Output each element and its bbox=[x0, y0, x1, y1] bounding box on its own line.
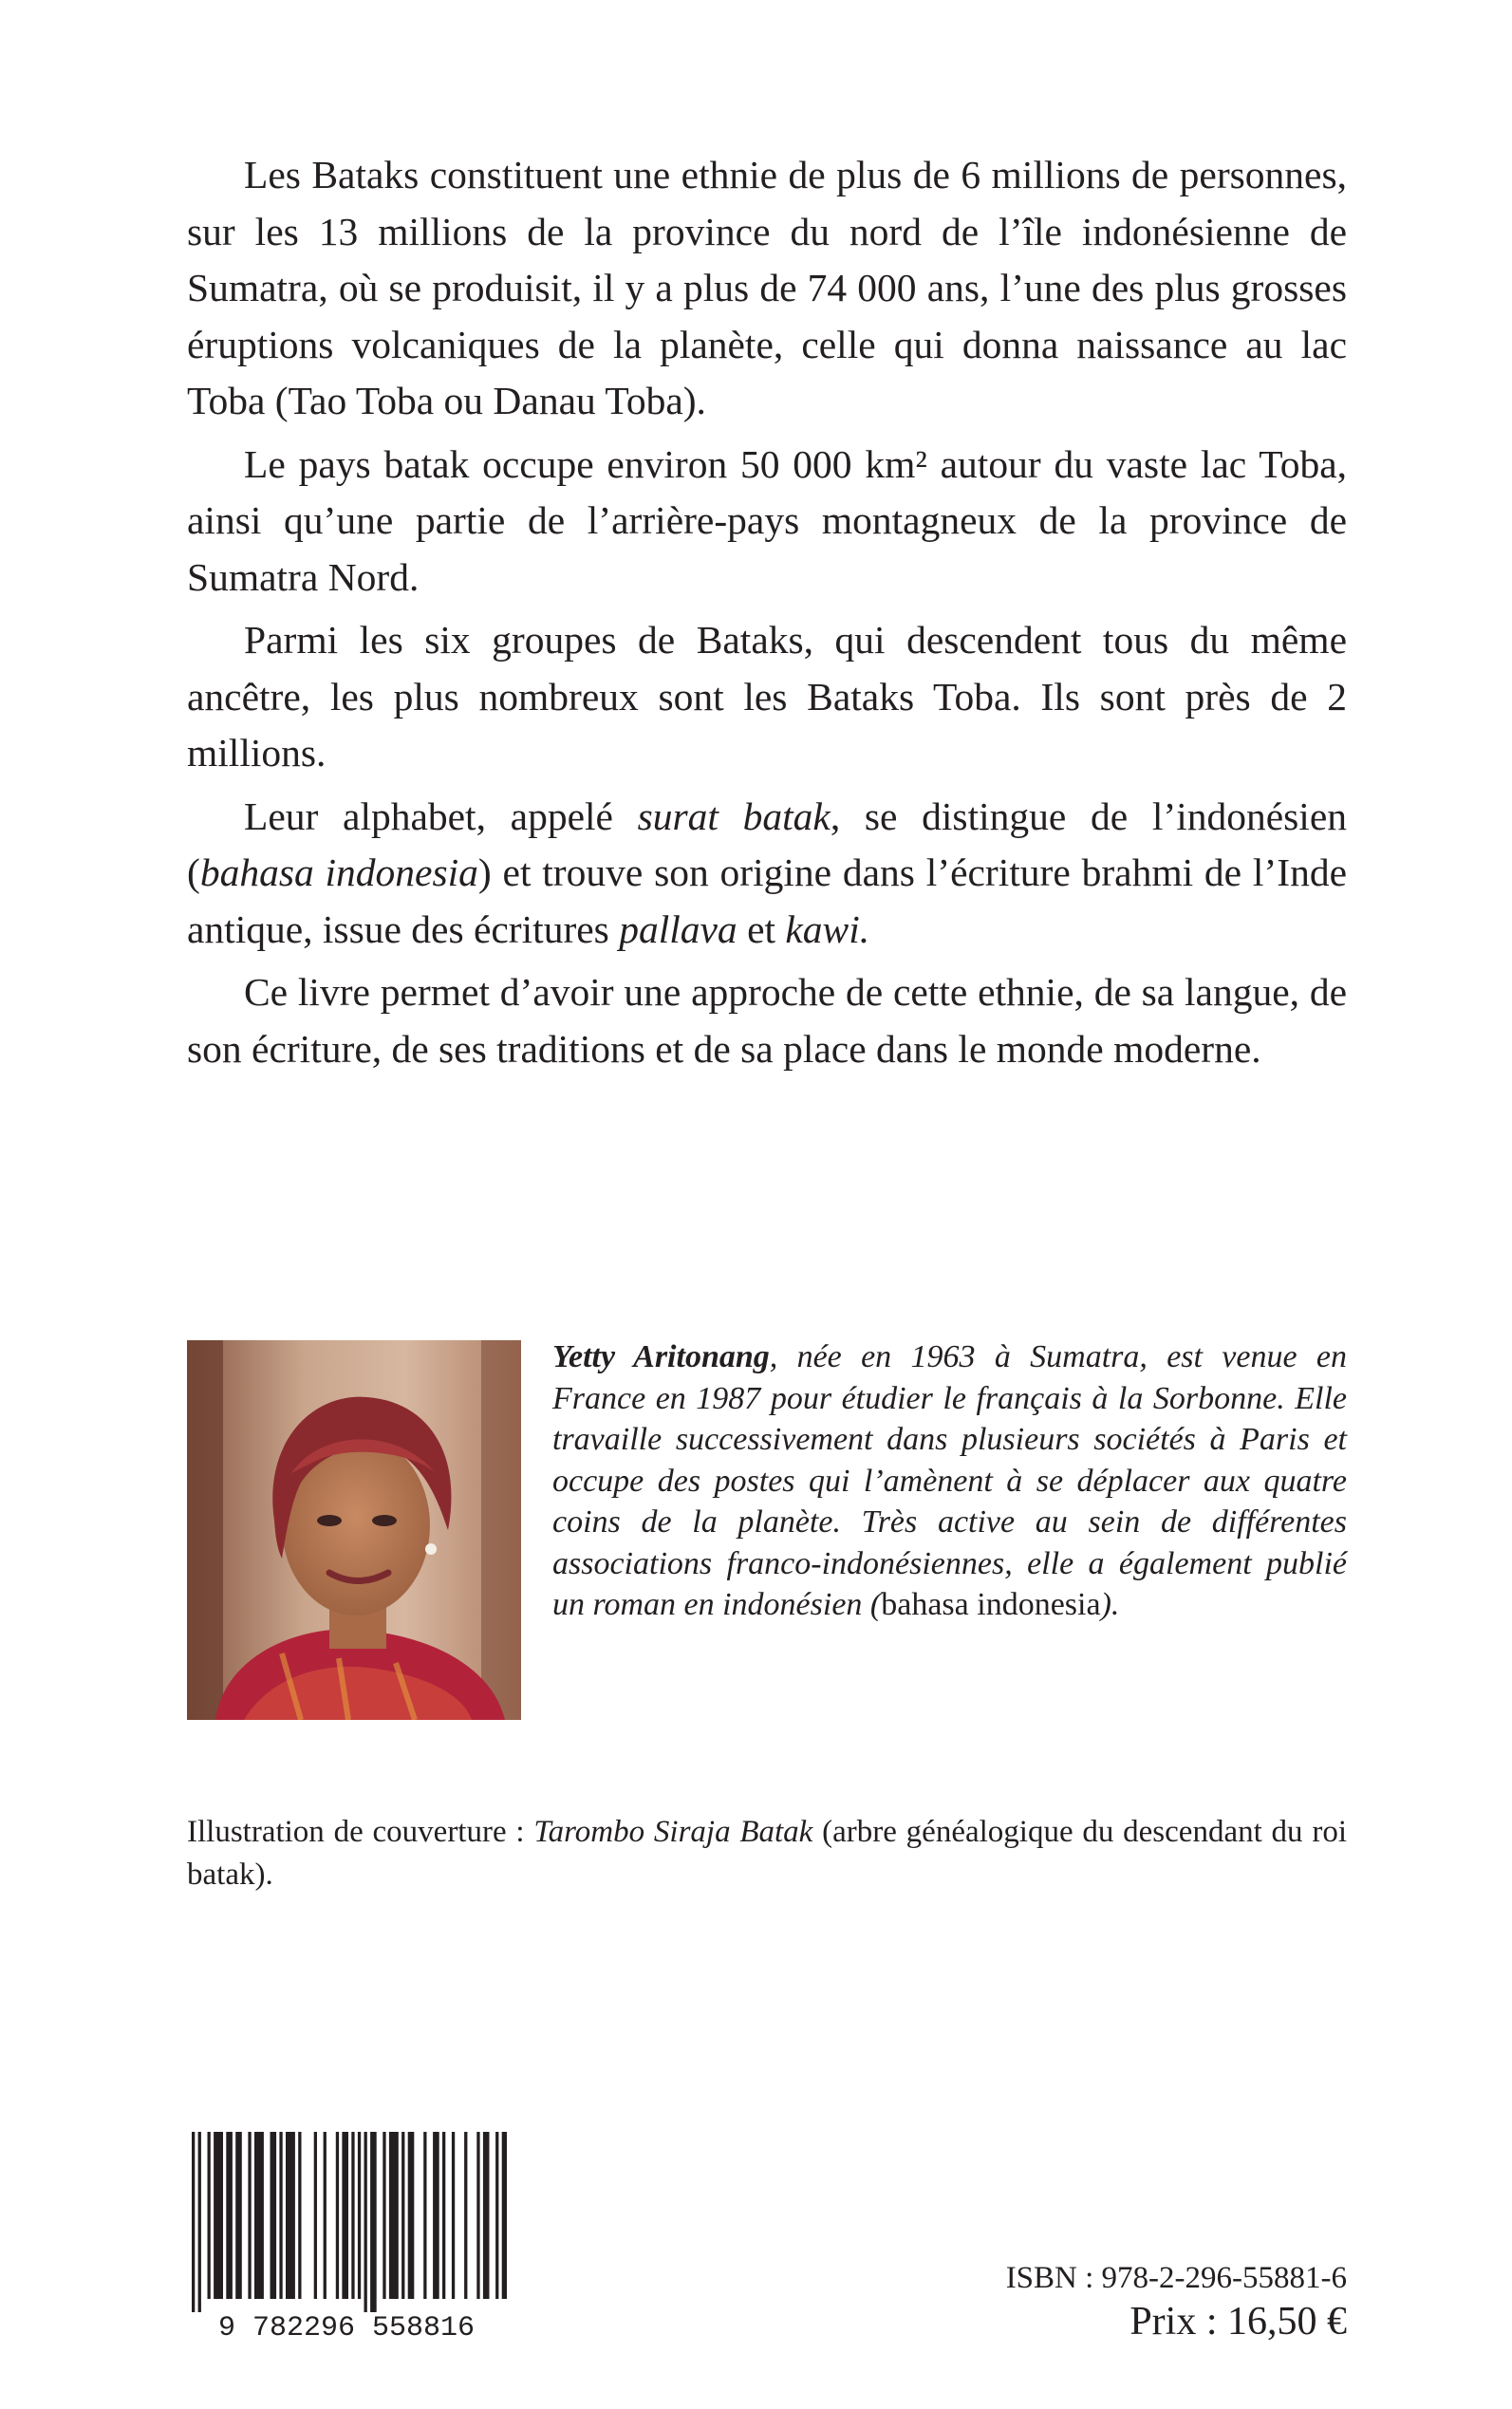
author-bio-text: , née en 1963 à Sumatra, est venue en France en 1987 pour étudier le français à la Sorbonne. Elle travaille successivement dans plusieurs sociétés à Paris et occupe des postes qui l’amènent à se déplacer aux quatre coins de la planète. Très active au sein de différentes associations franco-indonésiennes, elle a également publié un roman en indonésien ( bbox=[552, 1339, 1347, 1622]
barcode-bar bbox=[476, 2132, 479, 2299]
barcode-bar bbox=[192, 2132, 195, 2312]
barcode-bar bbox=[286, 2132, 295, 2299]
back-cover-blurb bbox=[187, 147, 1347, 1084]
author-bio-end: ). bbox=[1100, 1587, 1120, 1622]
cover-illustration-credit bbox=[187, 1811, 1347, 1896]
barcode-bar bbox=[408, 2132, 415, 2299]
barcode bbox=[186, 2132, 507, 2343]
blurb-text: et bbox=[737, 906, 786, 951]
barcode-bar bbox=[442, 2132, 445, 2299]
author-bio bbox=[552, 1336, 1347, 1626]
barcode-bar bbox=[502, 2132, 507, 2299]
term-pallava: pallava bbox=[619, 906, 737, 951]
credit-label: Illustration de couverture : bbox=[187, 1815, 534, 1849]
blurb-text: Leur alphabet, appelé bbox=[244, 794, 638, 838]
barcode-bar bbox=[324, 2132, 327, 2299]
barcode-bar bbox=[364, 2132, 367, 2312]
barcode-bar bbox=[235, 2132, 242, 2299]
term-bahasa-indonesia: bahasa indonesia bbox=[199, 850, 478, 894]
barcode-bar bbox=[314, 2132, 317, 2299]
barcode-bar bbox=[336, 2132, 339, 2299]
barcode-bar bbox=[358, 2132, 361, 2299]
barcode-bar bbox=[248, 2132, 251, 2299]
barcode-bar bbox=[495, 2132, 498, 2299]
barcode-bar bbox=[383, 2132, 385, 2299]
barcode-digits: 9 782296 558816 bbox=[217, 2312, 476, 2343]
barcode-bar bbox=[208, 2132, 211, 2299]
author-photo bbox=[187, 1340, 521, 1720]
barcode-bar bbox=[401, 2132, 404, 2299]
barcode-bar bbox=[271, 2132, 277, 2299]
barcode-bar bbox=[370, 2132, 377, 2312]
barcode-bar bbox=[464, 2132, 467, 2299]
term-surat-batak: surat batak bbox=[637, 794, 831, 838]
blurb-paragraph-2: Le pays batak occupe environ 50 000 km² autour du vaste lac Toba, ainsi qu’une partie de l’arrière-pays montagneux de la province de Sumatra Nord. bbox=[187, 441, 1347, 599]
blurb-paragraph-4 bbox=[187, 789, 1347, 959]
term-kawi: kawi. bbox=[785, 906, 870, 951]
barcode-bar bbox=[452, 2132, 455, 2299]
barcode-bar bbox=[351, 2132, 354, 2299]
barcode-bar bbox=[198, 2132, 201, 2312]
blurb-paragraph-3: Parmi les six groupes de Bataks, qui descendent tous du même ancêtre, les plus nombreux sont les Bataks Toba. Ils sont près de 2 millions. bbox=[187, 618, 1347, 775]
price: Prix : 16,50 € bbox=[1129, 2300, 1347, 2344]
barcode-bar bbox=[423, 2132, 426, 2299]
isbn: ISBN : 978-2-296-55881-6 bbox=[1005, 2261, 1347, 2295]
blurb-paragraph-5: Ce livre permet d’avoir une approche de cette ethnie, de sa langue, de son écriture, de ses traditions et de sa place dans le monde moderne. bbox=[187, 970, 1347, 1071]
blurb-text: , se distingue de l’indonésien ( bbox=[187, 794, 1347, 894]
barcode-bar bbox=[214, 2132, 223, 2299]
barcode-bar bbox=[342, 2132, 348, 2299]
barcode-bar bbox=[433, 2132, 439, 2299]
blurb-text: ) et trouve son origine dans l’écriture brahmi de l’Inde antique, issue des écritures bbox=[187, 850, 1347, 951]
barcode-bar bbox=[254, 2132, 264, 2299]
barcode-bar bbox=[483, 2132, 490, 2299]
barcode-bar bbox=[298, 2132, 301, 2299]
credit-description: (arbre généalogique du descendant du roi batak). bbox=[187, 1815, 1347, 1892]
credit-title: Tarombo Siraja Batak bbox=[533, 1815, 813, 1849]
barcode-bar bbox=[279, 2132, 282, 2299]
author-name: Yetty Aritonang bbox=[552, 1339, 770, 1374]
author-bio-term: bahasa indonesia bbox=[881, 1587, 1101, 1622]
barcode-bar bbox=[226, 2132, 233, 2299]
blurb-paragraph-1: Les Bataks constituent une ethnie de plus de 6 millions de personnes, sur les 13 millions de la province du nord de l’île indonésienne de Sumatra, où se produisit, il y a plus de 74 000 ans, l’une des plus grosses éruptions volcaniques de la planète, celle qui donna naissance au lac Toba (Tao Toba ou Danau Toba). bbox=[187, 153, 1347, 422]
barcode-bar bbox=[389, 2132, 399, 2299]
